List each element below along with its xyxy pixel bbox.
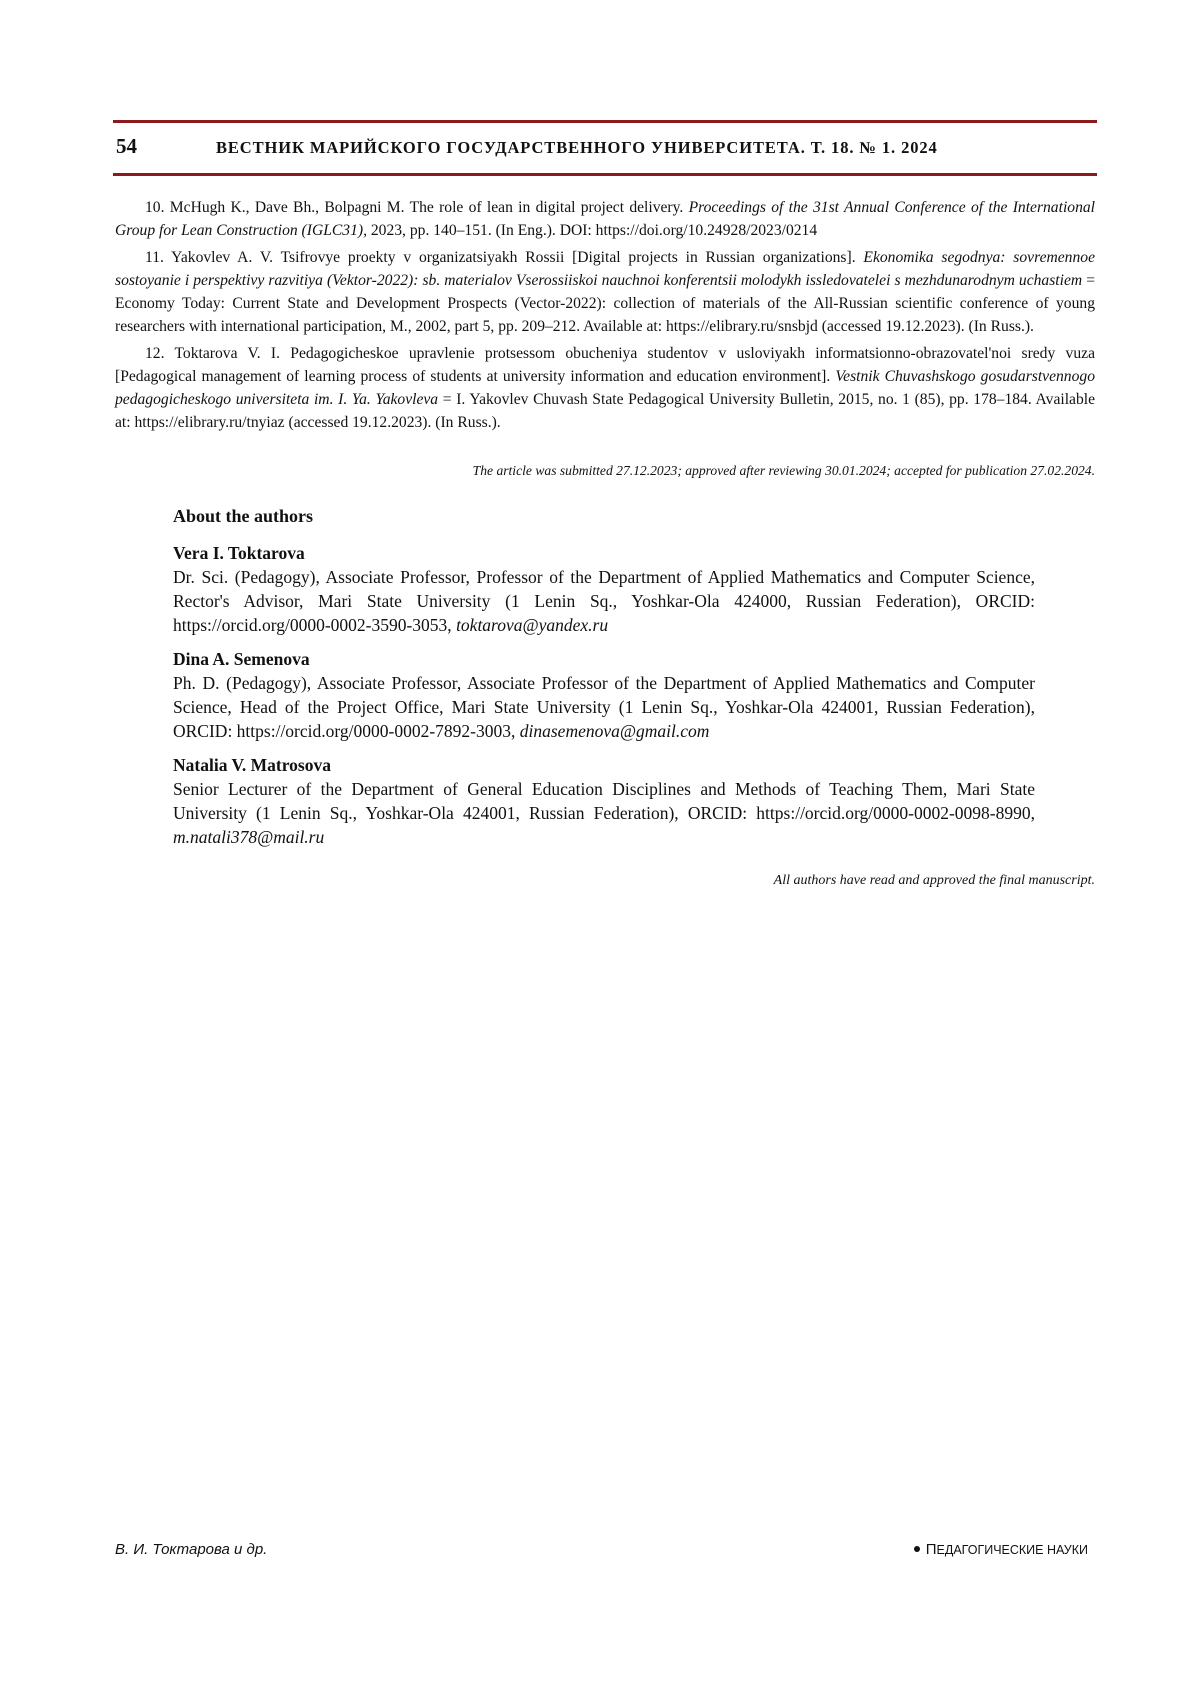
page-number: 54 bbox=[116, 134, 137, 158]
authors-heading: About the authors bbox=[173, 506, 314, 526]
author-email: m.natali378@mail.ru bbox=[173, 827, 325, 847]
reference-source: Proceedings of the 31st Annual Conference of the International Group for Lean Construction (IGLC31), bbox=[115, 199, 1095, 239]
author-entry bbox=[173, 541, 1035, 637]
reference-source: Ekonomika segodnya: sovremennoe sostoyanie i perspektivy razvitiya (Vektor-2022): sb. materialov Vserossiiskoi nauchnoi konferentsii molodykh issledovatelei s mezhdunarodnym uchastiem bbox=[115, 249, 1095, 289]
submission-note: The article was submitted 27.12.2023; approved after reviewing 30.01.2024; accepted for publication 27.02.2024. bbox=[472, 463, 1095, 478]
author-description bbox=[173, 671, 1035, 743]
about-authors-section bbox=[173, 506, 1035, 859]
reference-item bbox=[115, 342, 1095, 434]
footer-section bbox=[914, 1541, 1088, 1558]
bullet-icon bbox=[914, 1546, 920, 1552]
author-description bbox=[173, 777, 1035, 849]
approval-note: All authors have read and approved the final manuscript. bbox=[773, 873, 1095, 888]
reference-details: 2023, pp. 140–151. (In Eng.). DOI: https://doi.org/10.24928/2023/0214 bbox=[366, 222, 818, 239]
reference-list bbox=[115, 196, 1095, 438]
reference-text: 11. Yakovlev A. V. Tsifrovye proekty v organizatsiyakh Rossii [Digital projects in Russian organizations]. bbox=[145, 249, 864, 266]
reference-text: 10. McHugh K., Dave Bh., Bolpagni M. The role of lean in digital project delivery. bbox=[145, 199, 689, 216]
reference-source: Vestnik Chuvashskogo gosudarstvennogo pedagogicheskogo universiteta im. I. Ya. Yakovleva bbox=[115, 368, 1095, 408]
author-affiliation: Ph. D. (Pedagogy), Associate Professor, Associate Professor of the Department of Applied Mathematics and Computer Science, Head of the Project Office, Mari State University (1 Lenin Sq., Yoshkar-Ola 424001, Russian Federation), ORCID: https://orcid.org/0000-0002-7892-3003, bbox=[173, 673, 1035, 741]
author-email: dinasemenova@gmail.com bbox=[519, 721, 710, 741]
author-affiliation: Senior Lecturer of the Department of General Education Disciplines and Methods of Teaching Them, Mari State University (1 Lenin Sq., Yoshkar-Ola 424001, Russian Federation), ORCID: https://orcid.org/0000-0002-0098-8990, bbox=[173, 779, 1035, 823]
author-email: toktarova@yandex.ru bbox=[456, 615, 609, 635]
reference-details: = I. Yakovlev Chuvash State Pedagogical University Bulletin, 2015, no. 1 (85), pp. 178–184. Available at: https://elibrary.ru/tnyiaz (accessed 19.12.2023). (In Russ.). bbox=[115, 391, 1096, 431]
reference-item bbox=[115, 246, 1095, 338]
author-name: Natalia V. Matrosova bbox=[173, 755, 331, 775]
footer-section-rest: ЕДАГОГИЧЕСКИЕ НАУКИ bbox=[936, 1543, 1088, 1557]
author-name: Dina A. Semenova bbox=[173, 649, 310, 669]
author-entry bbox=[173, 753, 1035, 849]
reference-text: 12. Toktarova V. I. Pedagogicheskoe upravlenie protsessom obucheniya studentov v usloviyakh informatsionno-obrazovatel'noi sredy vuza [Pedagogical management of learning process of students at university information and education environment]. bbox=[115, 345, 1095, 385]
author-entry bbox=[173, 647, 1035, 743]
footer-section-initial: П bbox=[925, 1541, 937, 1558]
header-top-rule bbox=[113, 120, 1097, 123]
author-name: Vera I. Toktarova bbox=[173, 543, 305, 563]
footer-authors: В. И. Токтарова и др. bbox=[115, 1541, 268, 1558]
reference-item bbox=[115, 196, 1095, 242]
header-bottom-rule bbox=[113, 173, 1097, 176]
journal-title: ВЕСТНИК МАРИЙСКОГО ГОСУДАРСТВЕННОГО УНИВЕРСИТЕТА. Т. 18. № 1. 2024 bbox=[216, 138, 938, 157]
author-description bbox=[173, 565, 1035, 637]
author-affiliation: Dr. Sci. (Pedagogy), Associate Professor, Professor of the Department of Applied Mathematics and Computer Science, Rector's Advisor, Mari State University (1 Lenin Sq., Yoshkar-Ola 424000, Russian Federation), ORCID: https://orcid.org/0000-0002-3590-3053, bbox=[173, 567, 1035, 635]
reference-details: = Economy Today: Current State and Development Prospects (Vector-2022): collection of materials of the All-Russian scientific conference of young researchers with international participation, M., 2002, part 5, pp. 209–212. Available at: https://elibrary.ru/snsbjd (accessed 19.12.2023). (In Russ.). bbox=[115, 272, 1096, 335]
